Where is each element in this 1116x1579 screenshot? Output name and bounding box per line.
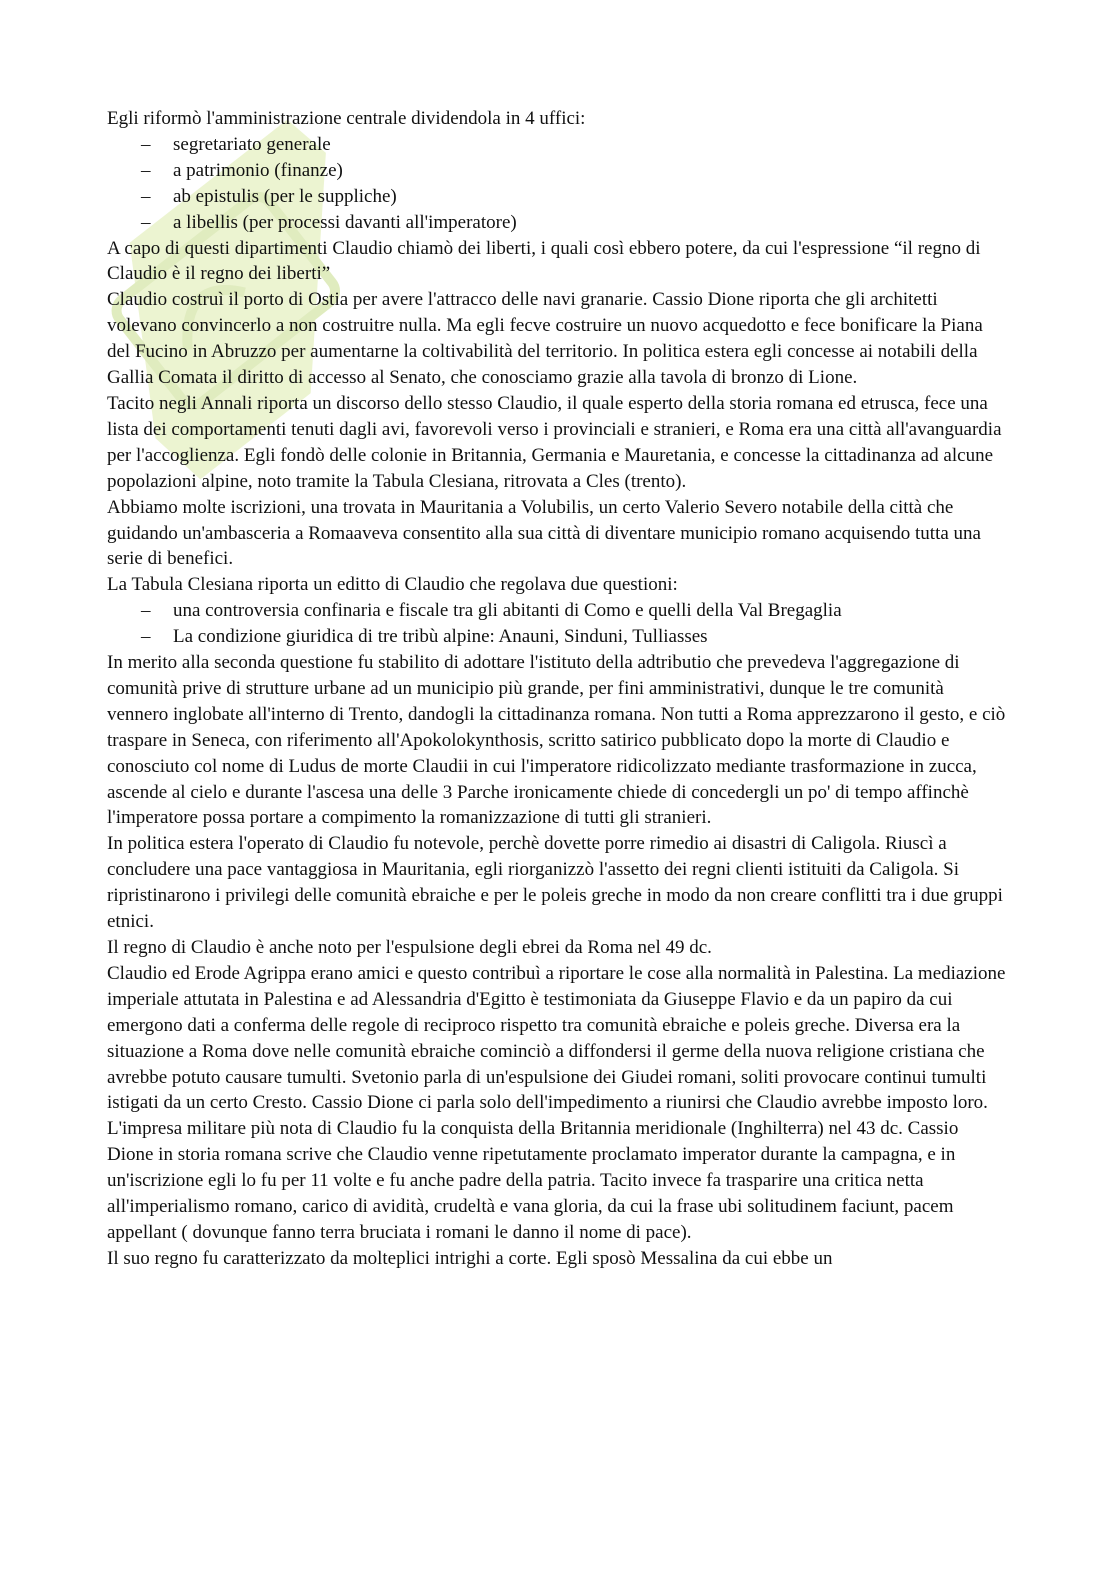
list-item: [107, 624, 1007, 650]
list-item: [107, 210, 1007, 236]
list-item: [107, 158, 1007, 184]
dash-bullet-icon: –: [141, 185, 151, 207]
list-item-text: una controversia confinaria e fiscale tra gli abitanti di Como e quelli della Val Bregaglia: [173, 600, 842, 622]
paragraph: Claudio ed Erode Agrippa erano amici e questo contribuì a riportare le cose alla normalità in Palestina. La mediazione imperiale attutata in Palestina e ad Alessandria d'Egitto è testimoniata da Giuseppe Flavio e da un papiro da cui emergono dati a conferma delle regole di reciproco rispetto tra comunità ebraiche e poleis greche. Diversa era la situazione a Roma dove nelle comunità ebraiche cominciò a diffondersi il germe della nuova religione cristiana che avrebbe potuto causare tumulti. Svetonio parla di un'espulsione dei Giudei romani, soliti provocare continui tumulti istigati da un certo Cresto. Cassio Dione ci parla solo dell'impedimento a riunirsi che Claudio avrebbe imposto loro.: [107, 962, 1006, 1114]
list-item-text: ab epistulis (per le suppliche): [173, 185, 397, 207]
list-item-text: a libellis (per processi davanti all'imperatore): [173, 211, 517, 233]
dash-bullet-icon: –: [141, 626, 151, 648]
paragraph: Abbiamo molte iscrizioni, una trovata in Mauritania a Volubilis, un certo Valerio Severo notabile della città che guidando un'ambasceria a Romaaveva consentito alla sua città di diventare municipio romano acquisendo tutta una serie di benefici.: [107, 496, 981, 570]
list-item: [107, 132, 1007, 158]
paragraph: L'impresa militare più nota di Claudio fu la conquista della Britannia meridionale (Inghilterra) nel 43 dc. Cassio Dione in storia romana scrive che Claudio venne ripetutamente proclamato imperator durante la campagna, e in un'iscrizione egli lo fu per 11 volte e fu anche padre della patria. Tacito invece fa trasparire una critica netta all'imperialismo romano, carico di avidità, crudeltà e vana gloria, da cui la frase ubi solitudinem faciunt, pacem appellant ( dovunque fanno terra bruciata i romani le danno il nome di pace).: [107, 1118, 959, 1243]
document-body: [107, 106, 1007, 1272]
dash-bullet-icon: –: [141, 133, 151, 155]
paragraph: Il suo regno fu caratterizzato da molteplici intrighi a corte. Egli sposò Messalina da cui ebbe un: [107, 1247, 833, 1269]
list-item-text: a patrimonio (finanze): [173, 159, 343, 181]
paragraph: Claudio costruì il porto di Ostia per avere l'attracco delle navi granarie. Cassio Dione riporta che gli architetti volevano convincerlo a non costruitre nulla. Ma egli fecve costruire un nuovo acquedotto e fece bonificare la Piana del Fucino in Abruzzo per aumentarne la coltivabilità del territorio. In politica estera egli concesse ai notabili della Gallia Comata il diritto di accesso al Senato, che conosciamo grazie alla tavola di bronzo di Lione.: [107, 289, 983, 389]
bullet-list: [107, 598, 1007, 650]
paragraph: Il regno di Claudio è anche noto per l'espulsione degli ebrei da Roma nel 49 dc.: [107, 937, 712, 958]
dash-bullet-icon: –: [141, 211, 151, 233]
dash-bullet-icon: –: [141, 600, 151, 622]
paragraph: In politica estera l'operato di Claudio fu notevole, perchè dovette porre rimedio ai disastri di Caligola. Riuscì a concludere una pace vantaggiosa in Mauritania, egli riorganizzò l'assetto dei regni clienti istituiti da Caligola. Si ripristinarono i privilegi delle comunità ebraiche e per le poleis greche in modo da non creare conflitti tra i due gruppi etnici.: [107, 833, 1003, 933]
paragraph: Tacito negli Annali riporta un discorso dello stesso Claudio, il quale esperto della storia romana ed etrusca, fece una lista dei comportamenti tenuti dagli avi, favorevoli verso i provinciali e stranieri, e Roma era una città all'avanguardia per l'accoglienza. Egli fondò delle colonie in Britannia, Germania e Mauretania, e concesse la cittadinanza ad alcune popolazioni alpine, noto tramite la Tabula Clesiana, ritrovata a Cles (trento).: [107, 392, 1002, 492]
paragraph: In merito alla seconda questione fu stabilito di adottare l'istituto della adtributio che prevedeva l'aggregazione di comunità prive di strutture urbane ad un municipio più grande, per fini amministrativi, dunque le tre comunità vennero inglobate all'interno di Trento, dandogli la cittadinanza romana. Non tutti a Roma apprezzarono il gesto, e ciò traspare in Seneca, con riferimento all'Apokolokynthosis, scritto satirico pubblicato dopo la morte di Claudio e conosciuto col nome di Ludus de morte Claudii in cui l'imperatore ridicolizzato mediante trasformazione in zucca, ascende al cielo e durante l'ascesa una delle 3 Parche ironicamente chiede di concedergli un po' di tempo affinchè l'imperatore possa portare a compimento la romanizzazione di tutti gli stranieri.: [107, 652, 1006, 829]
paragraph: A capo di questi dipartimenti Claudio chiamò dei liberti, i quali così ebbero potere, da cui l'espressione “il regno di Claudio è il regno dei liberti”: [107, 237, 981, 285]
paragraph: Egli riformò l'amministrazione centrale dividendola in 4 uffici:: [107, 108, 586, 129]
list-item-text: segretariato generale: [173, 133, 331, 155]
list-item-text: La condizione giuridica di tre tribù alpine: Anauni, Sinduni, Tulliasses: [173, 626, 708, 648]
bullet-list: [107, 132, 1007, 236]
list-item: [107, 184, 1007, 210]
dash-bullet-icon: –: [141, 159, 151, 181]
paragraph: La Tabula Clesiana riporta un editto di Claudio che regolava due questioni:: [107, 574, 678, 596]
list-item: [107, 598, 1007, 624]
